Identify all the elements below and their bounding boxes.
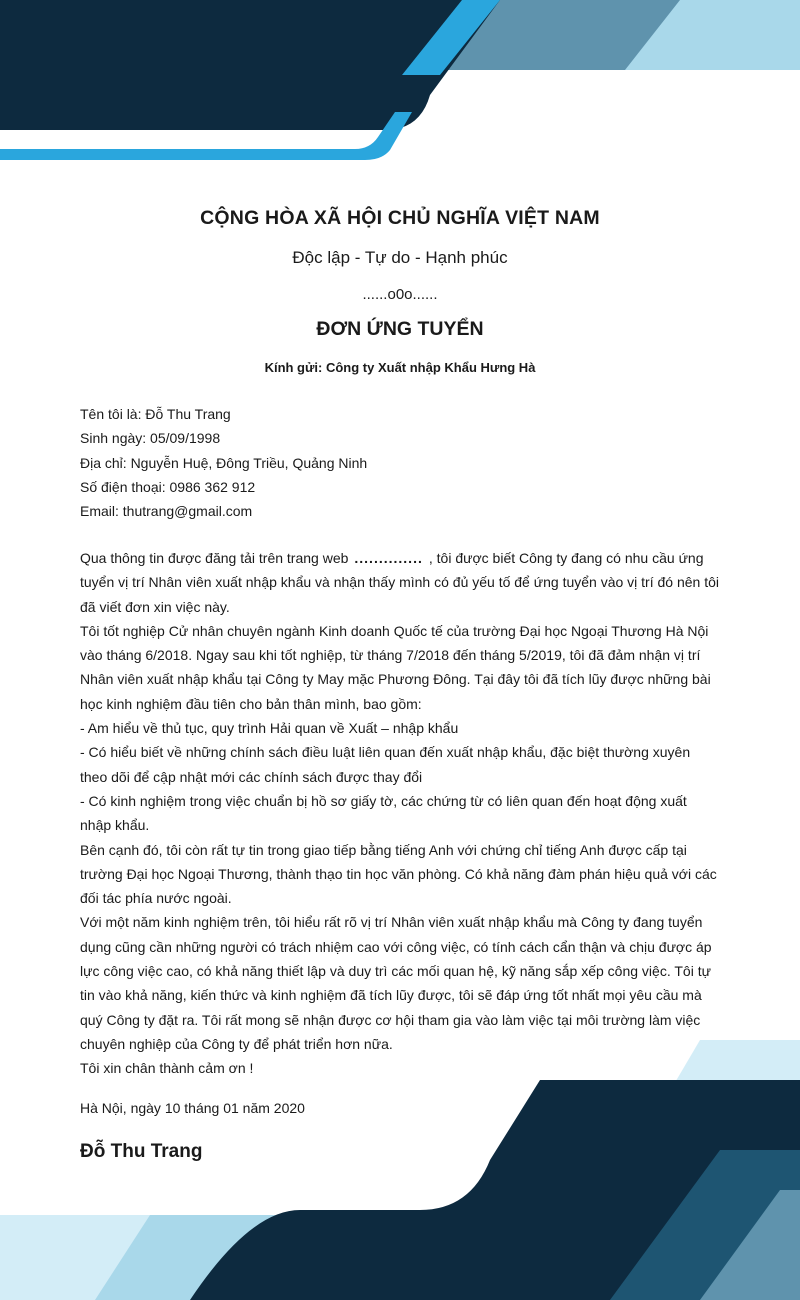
skill-item-customs: - Am hiểu về thủ tục, quy trình Hải quan về Xuất – nhập khẩu: [80, 720, 459, 737]
skill-item-documents: - Có kinh nghiệm trong việc chuẩn bị hồ sơ giấy tờ, các chứng từ có liên quan đến hoạt động xuất nhập khẩu.: [80, 792, 687, 834]
header-decoration: [0, 0, 800, 170]
language-paragraph: Bên cạnh đó, tôi còn rất tự tin trong giao tiếp bằng tiếng Anh với chứng chỉ tiếng Anh được cấp tại trường Đại học Ngoại Thương, thành thạo tin học văn phòng. Có khả năng đàm phán hiệu quả với các đối tác phía nước ngoài.: [80, 841, 717, 907]
signature-place-date: Hà Nội, ngày 10 tháng 01 năm 2020: [80, 1100, 305, 1116]
addressee-line: Kính gửi: Công ty Xuất nhập Khẩu Hưng Hà: [264, 360, 536, 375]
intro-text-after: , tôi được biết Công ty đang có nhu cầu ứng tuyển vị trí Nhân viên xuất nhập khẩu và nhận thấy mình có đủ yếu tố để ứng tuyển vào vị trí đó nên tôi đã viết đơn xin việc này.: [80, 550, 719, 615]
document-title: ĐƠN ỨNG TUYỂN: [316, 318, 484, 340]
signature-name: Đỗ Thu Trang: [80, 1141, 203, 1162]
applicant-info: [80, 402, 720, 523]
intro-text-before: Qua thông tin được đăng tải trên trang web: [80, 550, 349, 566]
national-motto: Độc lập - Tự do - Hạnh phúc: [292, 248, 508, 267]
education-paragraph: Tôi tốt nghiệp Cử nhân chuyên ngành Kinh doanh Quốc tế của trường Đại học Ngoại Thương Hà Nội vào tháng 6/2018. Ngay sau khi tốt nghiệp, từ tháng 7/2018 đến tháng 5/2019, tôi đã đảm nhận vị trí Nhân viên xuất nhập khẩu tại Công ty May mặc Phương Đông. Tại đây tôi đã tích lũy được những bài học kinh nghiệm đầu tiên cho bản thân mình, bao gồm:: [80, 622, 711, 712]
applicant-name-line: Tên tôi là: Đỗ Thu Trang: [80, 406, 231, 422]
applicant-address-line: Địa chỉ: Nguyễn Huệ, Đông Triều, Quảng Ninh: [80, 454, 368, 471]
intro-paragraph: [80, 546, 720, 619]
skill-item-policy: - Có hiểu biết về những chính sách điều luật liên quan đến xuất nhập khẩu, đặc biệt thường xuyên theo dõi để cập nhật mới các chính sách được thay đổi: [80, 744, 691, 785]
website-blank: ..............: [354, 550, 423, 566]
letter-body: [80, 546, 720, 1081]
applicant-birthdate-line: Sinh ngày: 05/09/1998: [80, 430, 221, 447]
ornament-divider: ......o0o......: [362, 286, 438, 303]
national-title: CỘNG HÒA XÃ HỘI CHỦ NGHĨA VIỆT NAM: [200, 207, 600, 229]
applicant-email-line: Email: thutrang@gmail.com: [80, 503, 253, 520]
motivation-paragraph: Với một năm kinh nghiệm trên, tôi hiểu rất rõ vị trí Nhân viên xuất nhập khẩu mà Công ty đang tuyển dụng cũng cần những người có trách nhiệm cao với công việc, có tính cách cẩn thận và chịu được áp lực công việc cao, có khả năng thiết lập và duy trì các mối quan hệ, kỹ năng sắp xếp công việc. Tôi tự tin vào khả năng, kiến thức và kinh nghiệm đã tích lũy được, tôi sẽ đáp ứng tốt nhất mọi yêu cầu mà quý Công ty đặt ra. Tôi rất mong sẽ nhận được cơ hội tham gia vào làm việc tại môi trường làm việc chuyên nghiệp của Công ty để phát triển hơn nữa.: [80, 914, 712, 1052]
closing-line: Tôi xin chân thành cảm ơn !: [80, 1060, 254, 1077]
applicant-phone-line: Số điện thoại: 0986 362 912: [80, 478, 256, 495]
